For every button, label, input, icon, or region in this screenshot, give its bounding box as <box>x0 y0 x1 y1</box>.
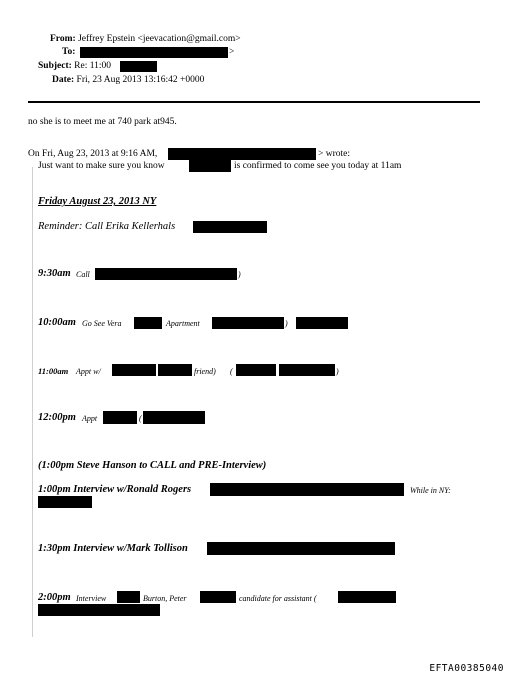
from-value: Jeffrey Epstein <jeevacation@gmail.com> <box>78 34 241 44</box>
subject-row: Subject: Re: 11:00 <box>38 61 112 71</box>
schedule-heading: Friday August 23, 2013 NY <box>38 196 157 207</box>
redaction <box>134 317 162 329</box>
redaction <box>158 364 192 376</box>
quoted-line-suffix: is confirmed to come see you today at 11am <box>234 161 402 171</box>
quote-bar <box>32 167 33 637</box>
redaction <box>103 411 137 424</box>
reply-text: no she is to meet me at 740 park at945. <box>28 117 177 127</box>
event-time: 12:00pm <box>38 412 76 423</box>
redaction <box>38 496 92 508</box>
event-tail: candidate for assistant ( <box>239 594 317 603</box>
event-paren: ) <box>285 319 288 328</box>
event-line: 1:30pm Interview w/Mark Tollison <box>38 543 188 554</box>
redaction <box>207 542 395 555</box>
event-paren: ( <box>139 414 142 423</box>
redaction <box>80 47 228 58</box>
event-mid: Apartment <box>166 319 200 328</box>
date-value: Fri, 23 Aug 2013 13:16:42 +0000 <box>76 75 205 85</box>
redaction <box>189 160 231 172</box>
quoted-intro-prefix: On Fri, Aug 23, 2013 at 9:16 AM, <box>28 149 158 159</box>
event-desc: Appt w/ <box>76 367 101 376</box>
subject-value: Re: 11:00 <box>74 61 112 71</box>
redaction <box>143 411 205 424</box>
redaction <box>168 148 316 160</box>
redaction <box>279 364 335 376</box>
event-line: (1:00pm Steve Hanson to CALL and PRE-Interview) <box>38 460 267 471</box>
event-time: 9:30am <box>38 268 71 279</box>
date-row: Date: Fri, 23 Aug 2013 13:16:42 +0000 <box>52 75 205 85</box>
quoted-intro-suffix: > wrote: <box>318 149 351 159</box>
redaction <box>112 364 156 376</box>
redaction <box>38 604 160 616</box>
event-desc: Call <box>76 270 90 279</box>
redaction <box>200 591 236 603</box>
redaction <box>236 364 276 376</box>
event-desc: Go See Vera <box>82 319 122 328</box>
event-mid: friend) <box>194 367 216 376</box>
redaction <box>193 221 267 233</box>
event-paren: ( <box>230 367 233 376</box>
redaction <box>120 61 157 72</box>
event-paren: ) <box>238 270 241 279</box>
event-time: 2:00pm <box>38 592 71 603</box>
redaction <box>212 317 284 329</box>
event-tail: While in NY: <box>410 486 451 495</box>
redaction <box>210 483 404 496</box>
event-line: 1:00pm Interview w/Ronald Rogers <box>38 484 192 495</box>
redaction <box>95 268 237 280</box>
event-desc: Appt <box>82 414 98 423</box>
event-paren: ) <box>336 367 339 376</box>
to-row: To: <box>62 47 76 57</box>
document-id: EFTA00385040 <box>429 663 504 674</box>
event-mid: Burton, Peter <box>143 594 187 603</box>
event-desc: Interview <box>76 594 107 603</box>
quoted-line-prefix: Just want to make sure you know <box>38 161 165 171</box>
from-row: From: Jeffrey Epstein <jeevacation@gmail.com> <box>50 34 241 44</box>
to-trail: > <box>229 47 235 57</box>
redaction <box>117 591 140 603</box>
redaction <box>338 591 396 603</box>
event-time: 11:00am <box>38 366 69 376</box>
event-time: 10:00am <box>38 317 76 328</box>
header-divider <box>28 101 480 103</box>
reminder-line: Reminder: Call Erika Kellerhals <box>38 221 176 232</box>
redaction <box>296 317 348 329</box>
